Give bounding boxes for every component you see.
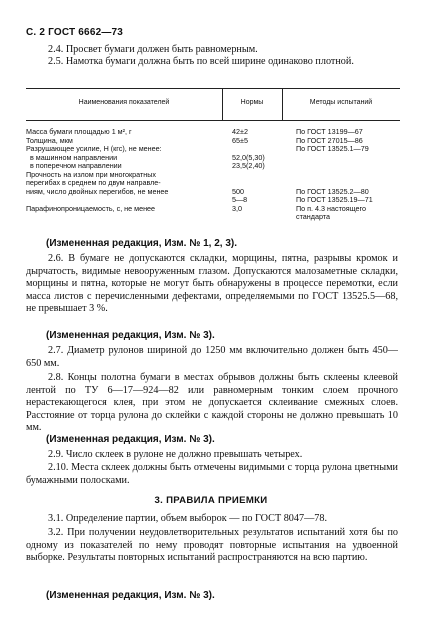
page-header: С. 2 ГОСТ 6662—73 [26,27,124,38]
table-column-norms: 42±2 65±5 52,0(5,30) 23,5(2,40) 500 5—8 3,0 [232,127,265,213]
table-header-norms: Нормы [240,99,264,106]
paragraph-3-2: 3.2. При получении неудовлетворительных результатов испытаний хотя бы по одному из показателей по нему проводят повторные испытания на удвоенной выборке. Результаты повторных испытаний распространяются на всю партию. [26,527,398,564]
section-title: 3. ПРАВИЛА ПРИЕМКИ [154,495,268,506]
paragraph-2-6: 2.6. В бумаге не допускаются складки, морщины, пятна, разрывы кромок и дырчатость, видимые невооруженным глазом. Допускаются малозаметные складки, морщины и пятна, которые не могут быть обнаружены в процессе перемотки, если масса листов с перечисленными дефектами, определяемыми по ГОСТ 13525.5—68, не превышает 3 %. [26,253,398,315]
revision-note: (Измененная редакция, Изм. № 3). [46,590,215,601]
paragraph-2-7: 2.7. Диаметр рулонов шириной до 1250 мм включительно должен быть 450—650 мм. [26,345,398,369]
paragraph-2-8: 2.8. Концы полотна бумаги в местах обрывов должны быть склеены клеевой лентой по ТУ 6—17—924—82 или равномерным тонким слоем прочного нерастекающегося клея, при этом не допускается склеивание смежных слоев. Расстояние от торца рулона до склейки с каждой стороны не должно превышать 10 мм. [26,372,398,434]
revision-note: (Измененная редакция, Изм. № 1, 2, 3). [46,238,238,249]
paragraph-2-9: 2.9. Число склеек в рулоне не должно превышать четырех. [48,449,303,460]
revision-note: (Измененная редакция, Изм. № 3). [46,434,215,445]
paragraph-2-5: 2.5. Намотка бумаги должна быть по всей ширине одинаково плотной. [48,56,354,67]
table-column-indicators: Масса бумаги площадью 1 м², г Толщина, мкм Разрушающее усилие, Н (кгс), не менее: в машинном направлении в поперечном направлении Прочность на излом при многократных перегибах в среднем по двум направле- ниям, число двойных перегибов, не менее Парафинопроницаемость, с, не менее [26,127,169,213]
table-header-rule [26,120,400,121]
paragraph-2-4: 2.4. Просвет бумаги должен быть равномерным. [48,44,258,55]
table-header-name: Наименования показателей [78,99,170,106]
table-column-methods: По ГОСТ 13199—67 По ГОСТ 27015—86 По ГОСТ 13525.1—79 По ГОСТ 13525.2—80 По ГОСТ 13525.19—71 По п. 4.3 настоящего стандарта [296,127,373,221]
paragraph-2-10: 2.10. Места склеек должны быть отмечены видимыми с торца рулона цветными бумажными полосками. [26,462,398,486]
revision-note: (Измененная редакция, Изм. № 3). [46,330,215,341]
table-header-methods: Методы испытаний [309,99,373,106]
paragraph-3-1: 3.1. Определение партии, объем выборок — по ГОСТ 8047—78. [48,513,328,524]
table-top-rule [26,88,400,89]
requirements-table [26,88,400,228]
